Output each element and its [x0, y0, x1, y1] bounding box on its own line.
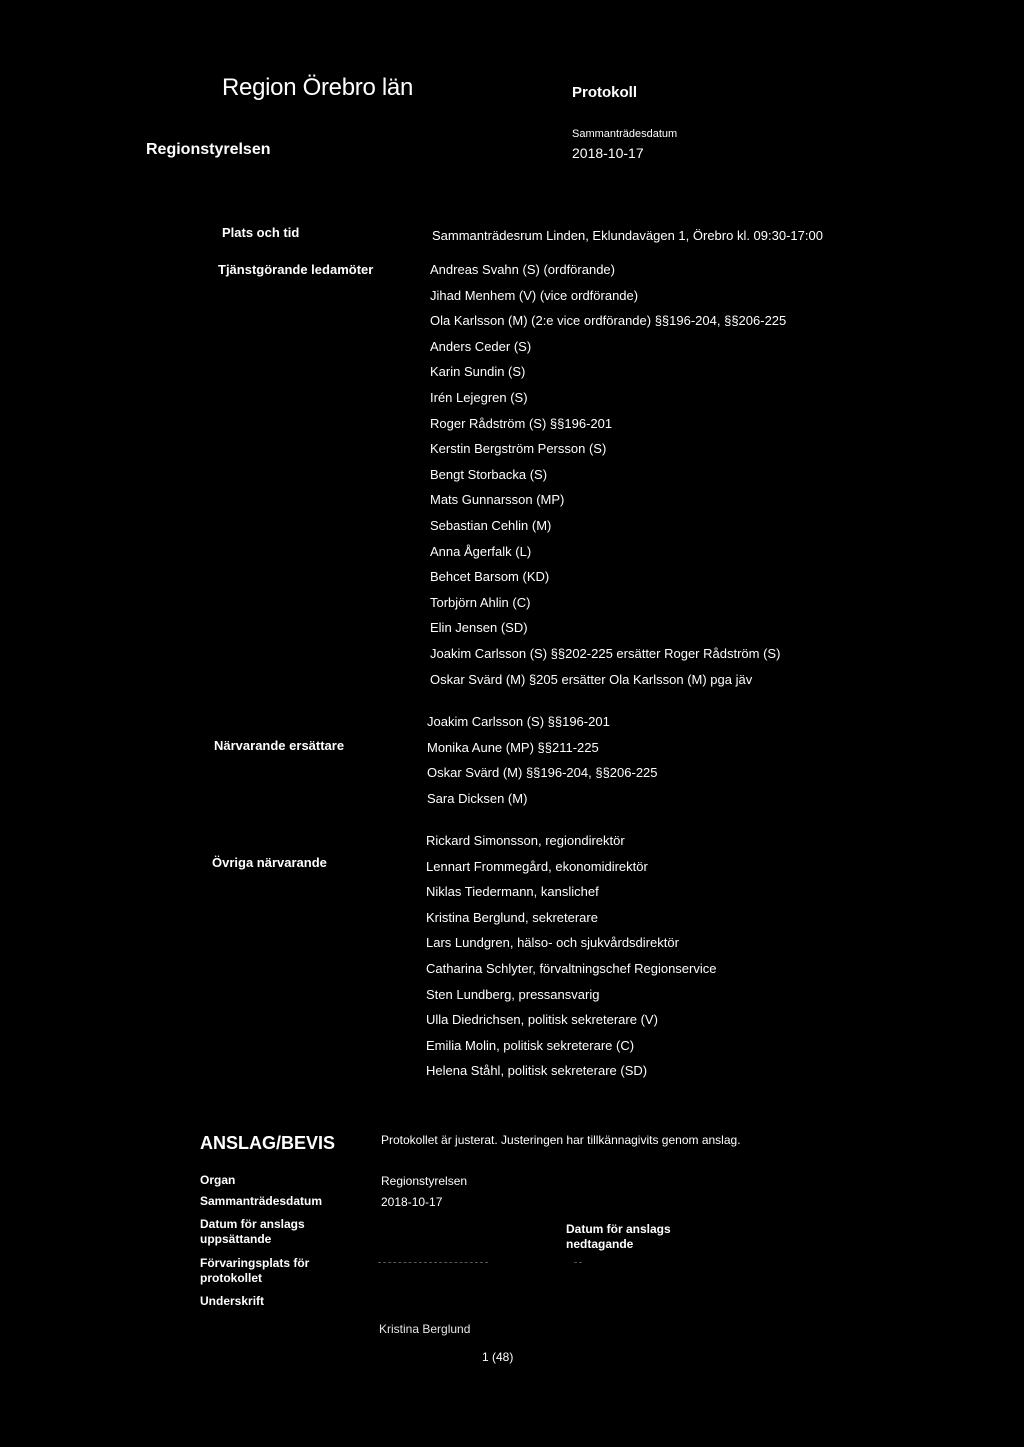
others-list: [426, 828, 716, 1084]
place-label: Plats och tid: [222, 225, 300, 240]
signature-label: Underskrift: [200, 1294, 265, 1308]
list-item: Irén Lejegren (S): [430, 389, 528, 405]
list-item: Emilia Molin, politisk sekreterare (C): [426, 1037, 635, 1053]
list-item: Joakim Carlsson (S) §§202-225 ersätter Roger Rådström (S): [430, 645, 781, 661]
list-item: Kristina Berglund, sekreterare: [426, 909, 598, 925]
list-item: Mats Gunnarsson (MP): [430, 492, 565, 508]
list-item: Ulla Diedrichsen, politisk sekreterare (V): [426, 1012, 658, 1028]
storage-label-line1: Förvaringsplats för: [200, 1256, 310, 1270]
members-label: Tjänstgörande ledamöter: [218, 262, 374, 277]
list-item: Bengt Storbacka (S): [430, 466, 548, 482]
department-name: Regionstyrelsen: [146, 141, 271, 158]
header-date-label: Sammanträdesdatum: [572, 128, 678, 140]
list-item: Kerstin Bergström Persson (S): [430, 441, 607, 457]
list-item: Sten Lundberg, pressansvarig: [426, 986, 600, 1002]
organ-value: Regionstyrelsen: [381, 1174, 468, 1188]
list-item: Andreas Svahn (S) (ordförande): [430, 262, 615, 277]
header-date-value: 2018-10-17: [572, 145, 644, 161]
list-item: Ola Karlsson (M) (2:e vice ordförande) §§196-204, §§206-225: [430, 313, 787, 329]
organ-label: Organ: [200, 1173, 236, 1187]
list-item: Behcet Barsom (KD): [430, 569, 550, 585]
place-value: Sammanträdesrum Linden, Eklundavägen 1, Örebro kl. 09:30-17:00: [432, 228, 823, 243]
list-item: Elin Jensen (SD): [430, 620, 528, 636]
list-item: Helena Ståhl, politisk sekreterare (SD): [426, 1063, 648, 1079]
list-item: Jihad Menhem (V) (vice ordförande): [430, 287, 639, 303]
list-item: Joakim Carlsson (S) §§196-201: [427, 714, 610, 729]
list-item: Sebastian Cehlin (M): [430, 517, 552, 533]
page-number: 1 (48): [482, 1350, 514, 1364]
anslag-title: ANSLAG/BEVIS: [200, 1133, 336, 1153]
substitutes-list: [427, 709, 658, 811]
removed-date-label-line2: nedtagande: [566, 1237, 634, 1251]
anslag-statement: Protokollet är justerat. Justeringen har tillkännagivits genom anslag.: [381, 1133, 741, 1147]
list-item: Anna Ågerfalk (L): [430, 543, 532, 559]
list-item: Monika Aune (MP) §§211-225: [427, 739, 599, 755]
substitutes-label: Närvarande ersättare: [214, 738, 345, 753]
members-list: [430, 257, 786, 692]
list-item: Catharina Schlyter, förvaltningschef Regionservice: [426, 960, 717, 976]
removed-value-line: [574, 1262, 582, 1264]
list-item: Oskar Svärd (M) §§196-204, §§206-225: [427, 765, 658, 781]
anslag-date-label: Sammanträdesdatum: [200, 1194, 323, 1208]
posted-date-label-line1: Datum för anslags: [200, 1217, 305, 1231]
document-type: Protokoll: [572, 84, 638, 101]
list-item: Lennart Frommegård, ekonomidirektör: [426, 858, 648, 874]
list-item: Rickard Simonsson, regiondirektör: [426, 833, 625, 848]
removed-date-label-line1: Datum för anslags: [566, 1222, 671, 1236]
anslag-date-value: 2018-10-17: [381, 1195, 443, 1209]
storage-value-line: [378, 1262, 488, 1264]
removed-date-label: [566, 1222, 671, 1252]
posted-date-label-line2: uppsättande: [200, 1232, 272, 1246]
signature-name: Kristina Berglund: [379, 1322, 471, 1336]
organization-name: Region Örebro län: [222, 74, 414, 101]
list-item: Oskar Svärd (M) §205 ersätter Ola Karlsson (M) pga jäv: [430, 671, 753, 687]
list-item: Torbjörn Ahlin (C): [430, 594, 531, 610]
list-item: Karin Sundin (S): [430, 364, 526, 380]
storage-label-line2: protokollet: [200, 1271, 262, 1285]
list-item: Niklas Tiedermann, kanslichef: [426, 884, 599, 900]
list-item: Sara Dicksen (M): [427, 790, 528, 806]
list-item: Anders Ceder (S): [430, 338, 532, 354]
list-item: Roger Rådström (S) §§196-201: [430, 415, 613, 431]
list-item: Lars Lundgren, hälso- och sjukvårdsdirektör: [426, 935, 679, 951]
others-label: Övriga närvarande: [212, 855, 327, 870]
posted-date-label: [200, 1217, 305, 1247]
storage-label: [200, 1256, 309, 1286]
